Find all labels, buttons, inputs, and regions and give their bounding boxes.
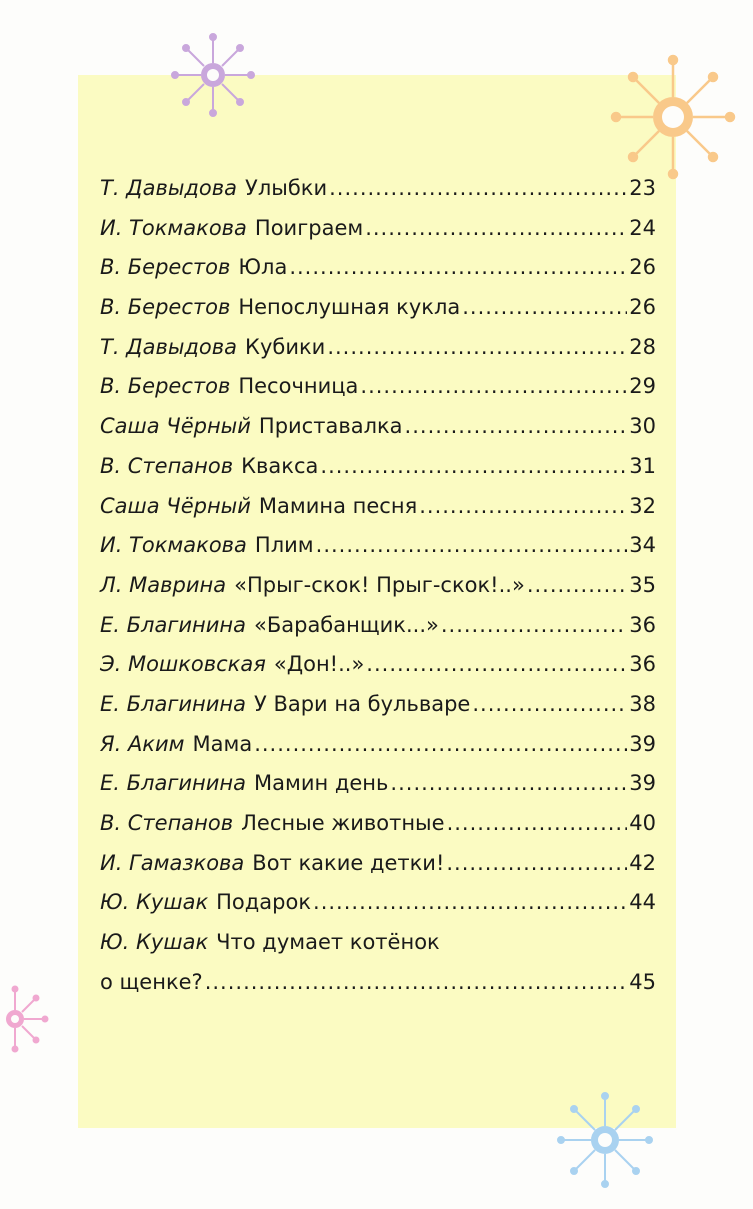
toc-entry bbox=[100, 176, 656, 216]
toc-title: Подарок bbox=[216, 890, 312, 915]
toc-title: Что думает котёнок bbox=[216, 930, 440, 955]
toc-author: Л. Маврина bbox=[100, 572, 227, 597]
toc-page-number: 35 bbox=[629, 572, 656, 597]
toc-entry bbox=[100, 374, 656, 414]
toc-page-number: 44 bbox=[629, 890, 656, 915]
toc-title: «Барабанщик...» bbox=[253, 612, 439, 637]
toc-entry bbox=[100, 295, 656, 335]
toc-page-number: 31 bbox=[629, 453, 656, 478]
dot-leader bbox=[446, 851, 627, 875]
toc-page-number: 34 bbox=[629, 533, 656, 558]
toc-entry bbox=[100, 692, 656, 732]
toc-title: Вот какие детки! bbox=[252, 850, 445, 875]
table-of-contents bbox=[100, 176, 656, 1009]
toc-page-number: 26 bbox=[629, 255, 656, 280]
toc-entry bbox=[100, 652, 656, 692]
toc-author: В. Степанов bbox=[100, 811, 234, 835]
toc-title: Песочница bbox=[238, 374, 359, 399]
toc-author: Саша Чёрный bbox=[100, 493, 251, 518]
orange-flower-icon bbox=[608, 52, 738, 182]
toc-entry bbox=[100, 533, 656, 573]
toc-entry bbox=[100, 771, 656, 811]
toc-author: Ю. Кушак bbox=[100, 890, 209, 915]
dot-leader bbox=[254, 732, 627, 756]
toc-author: В. Берестов bbox=[100, 295, 231, 320]
toc-title: Непослушная кукла bbox=[238, 295, 461, 320]
dot-leader bbox=[472, 692, 627, 716]
toc-title: Поиграем bbox=[254, 215, 364, 240]
toc-title: У Вари на бульваре bbox=[253, 691, 471, 716]
toc-author: Е. Благинина bbox=[100, 691, 246, 716]
toc-author: В. Берестов bbox=[100, 374, 231, 399]
purple-flower-icon bbox=[168, 30, 258, 120]
dot-leader bbox=[329, 176, 627, 200]
dot-leader bbox=[366, 652, 627, 676]
toc-entry bbox=[100, 851, 656, 891]
blue-flower-icon bbox=[555, 1090, 655, 1190]
toc-page-number: 23 bbox=[629, 176, 656, 200]
toc-title: Плим bbox=[254, 533, 314, 558]
toc-author: Ю. Кушак bbox=[100, 930, 209, 955]
pink-flower-icon bbox=[0, 984, 50, 1054]
toc-entry bbox=[100, 335, 656, 375]
toc-entry bbox=[100, 613, 656, 653]
toc-entry bbox=[100, 255, 656, 295]
toc-page-number: 32 bbox=[629, 493, 656, 518]
toc-page-number: 30 bbox=[629, 414, 656, 439]
toc-title: «Прыг-скок! Прыг-скок!..» bbox=[234, 572, 525, 597]
dot-leader bbox=[316, 533, 628, 557]
dot-leader bbox=[205, 970, 628, 994]
toc-title: о щенке? bbox=[100, 969, 203, 994]
toc-title: Квакса bbox=[241, 453, 319, 478]
toc-entry bbox=[100, 573, 656, 613]
toc-author: И. Гамазкова bbox=[100, 850, 245, 875]
toc-entry bbox=[100, 454, 656, 494]
toc-entry bbox=[100, 494, 656, 534]
toc-entry-list bbox=[100, 176, 656, 930]
toc-page-number: 26 bbox=[629, 295, 656, 320]
toc-title: Приставалка bbox=[258, 414, 403, 439]
dot-leader bbox=[360, 374, 627, 398]
toc-author: В. Степанов bbox=[100, 453, 234, 478]
toc-page-number: 36 bbox=[629, 652, 656, 677]
dot-leader bbox=[390, 771, 627, 795]
toc-author: Е. Благинина bbox=[100, 771, 246, 796]
toc-entry bbox=[100, 811, 656, 851]
toc-entry bbox=[100, 732, 656, 772]
toc-author: Саша Чёрный bbox=[100, 414, 251, 439]
toc-page-number: 40 bbox=[629, 811, 656, 835]
dot-leader bbox=[313, 890, 627, 914]
toc-page-number: 29 bbox=[629, 374, 656, 399]
toc-title: «Дон!..» bbox=[273, 652, 365, 677]
toc-page-number: 24 bbox=[629, 215, 656, 240]
toc-title: Лесные животные bbox=[241, 811, 445, 835]
toc-page-number: 36 bbox=[629, 612, 656, 637]
toc-author: Е. Благинина bbox=[100, 612, 246, 637]
dot-leader bbox=[327, 335, 627, 359]
toc-title: Кубики bbox=[245, 334, 326, 359]
toc-page-number: 38 bbox=[629, 691, 656, 716]
dot-leader bbox=[441, 613, 627, 637]
toc-entry bbox=[100, 216, 656, 256]
toc-entry-continuation bbox=[100, 970, 656, 1010]
dot-leader bbox=[419, 494, 627, 518]
dot-leader bbox=[462, 295, 627, 319]
toc-title: Мамина песня bbox=[258, 493, 418, 518]
toc-title: Мама bbox=[192, 731, 253, 756]
toc-author: И. Токмакова bbox=[100, 533, 247, 558]
dot-leader bbox=[365, 216, 627, 240]
toc-author: И. Токмакова bbox=[100, 215, 247, 240]
toc-page-number: 39 bbox=[629, 771, 656, 796]
dot-leader bbox=[447, 811, 628, 835]
toc-author: Т. Давыдова bbox=[100, 334, 238, 359]
toc-author: Я. Аким bbox=[100, 731, 185, 756]
toc-page-number: 42 bbox=[629, 850, 656, 875]
toc-title: Юла bbox=[238, 255, 288, 280]
toc-page-number: 39 bbox=[629, 731, 656, 756]
toc-title: Улыбки bbox=[245, 176, 328, 200]
toc-author: Т. Давыдова bbox=[100, 176, 238, 200]
toc-title: Мамин день bbox=[253, 771, 389, 796]
toc-page-number: 45 bbox=[629, 969, 656, 994]
toc-entry bbox=[100, 930, 656, 970]
toc-author: Э. Мошковская bbox=[100, 652, 266, 677]
dot-leader bbox=[527, 573, 627, 597]
dot-leader bbox=[320, 454, 627, 478]
toc-author: В. Берестов bbox=[100, 255, 231, 280]
dot-leader bbox=[289, 255, 627, 279]
toc-entry bbox=[100, 414, 656, 454]
dot-leader bbox=[405, 414, 628, 438]
toc-entry bbox=[100, 890, 656, 930]
toc-page-number: 28 bbox=[629, 334, 656, 359]
